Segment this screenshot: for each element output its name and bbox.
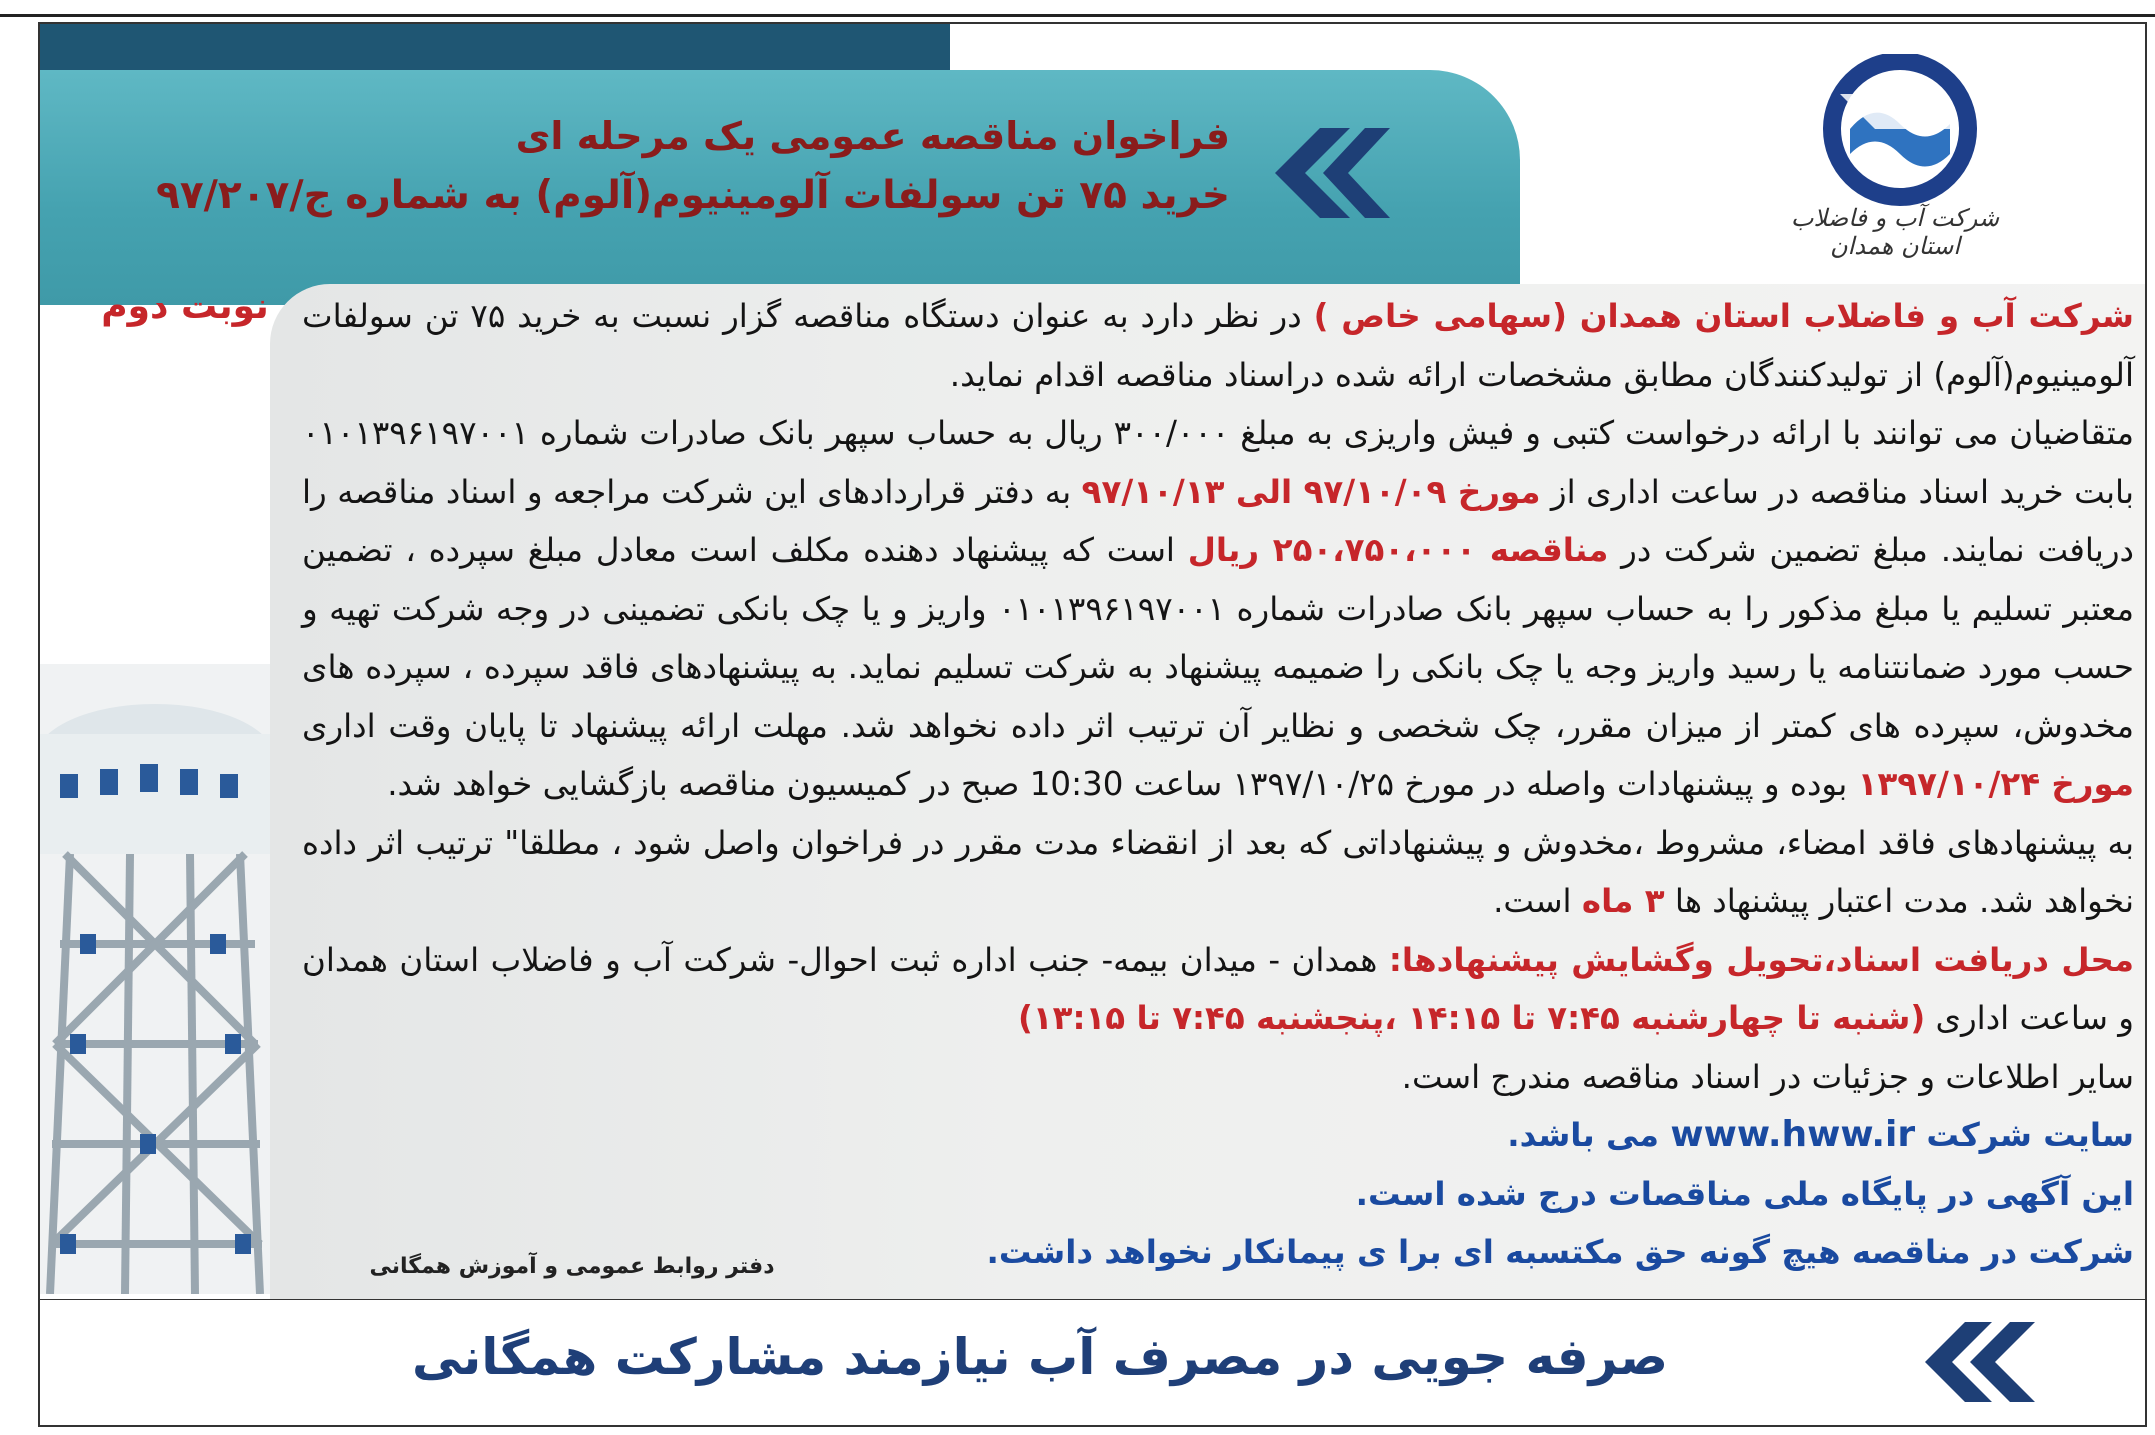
water-tower-icon — [40, 664, 270, 1294]
paragraph-2 — [302, 404, 2134, 814]
paragraph-3-text-a: به پیشنهادهای فاقد امضاء، مشروط ،مخدوش و پیشنهاداتی که بعد از انقضاء مدت مقرر در فراخوان واصل شود ، مطلقا" ترتیب اثر داده نخواهد شد. مدت اعتبار پیشنهاد ها — [302, 823, 2134, 920]
slogan-text: صرفه جویی در مصرف آب نیازمند مشارکت همگانی — [411, 1328, 1669, 1386]
paragraph-2-text-a: متقاضیان می توانند با ارائه درخواست کتبی و فیش واریزی به مبلغ ۳۰۰/۰۰۰ ریال به حساب سپهر بانک صادرات شماره ۰۱۰۱۳۹۶۱۹۷۰۰۱ بابت خرید اسناد مناقصه در ساعت اداری از — [302, 414, 2135, 511]
office-hours: (شنبه تا چهارشنبه ۷:۴۵ تا ۱۴:۱۵ ،پنجشنبه ۷:۴۵ تا ۱۳:۱۵) — [1017, 999, 1926, 1037]
tender-advertisement — [38, 22, 2147, 1301]
paragraph-5: سایر اطلاعات و جزئیات در اسناد مناقصه مندرج است. — [1401, 1057, 2134, 1096]
header-band — [40, 24, 950, 74]
paragraph-4 — [302, 931, 2134, 1048]
ad-body — [302, 287, 2134, 1282]
location-label: محل دریافت اسناد،تحویل وگشایش پیشنهادها: — [1388, 940, 2134, 979]
public-relations-note: دفتر روابط عمومی و آموزش همگانی — [369, 1254, 775, 1279]
website-link[interactable]: www.hww.ir — [1670, 1114, 1916, 1155]
validity-period: ۳ ماه — [1581, 882, 1665, 920]
paragraph-2-text-c: است که پیشنهاد دهنده مکلف است معادل مبلغ سپرده ، تضمین معتبر تسلیم یا مبلغ مذکور را به حساب سپهر بانک صادرات شماره ۰۱۰۱۳۹۶۱۹۷۰۰۱ واریز و یا چک بانکی تضمینی در وجه شرکت تهیه و حسب مورد ضمانتنامه یا رسید واریز وجه یا چک بانکی را ضمیمه پیشنهاد به شرکت تسلیم نماید. به پیشنهادهای فاقد سپرده ، سپرده های مخدوش، سپرده های کمتر از میزان مقرر، چک شخصی و نظایر آن ترتیب اثر داده نخواهد شد. مهلت ارائه پیشنهاد تا پایان وقت اداری — [302, 531, 2135, 745]
round-badge: نوبت دوم — [101, 286, 269, 327]
paragraph-1-text: در نظر دارد به عنوان دستگاه مناقصه گزار نسبت به خرید ۷۵ تن سولفات آلومینیوم(آلوم) از تولیدکنندگان مطابق مشخصات ارائه شده دراسناد مناقصه اقدام نماید. — [302, 297, 2134, 394]
logo-caption: شرکت آب و فاضلاب استان همدان — [1790, 204, 2000, 260]
paragraph-7: این آگهی در پایگاه ملی مناقصات درج شده است. — [1355, 1174, 2134, 1213]
site-suffix: می باشد. — [1507, 1116, 1671, 1154]
company-name: شرکت آب و فاضلاب استان همدان (سهامی خاص ) — [1313, 297, 2135, 335]
purchase-dates: مورخ ۹۷/۱۰/۰۹ الی ۹۷/۱۰/۱۳ — [1081, 472, 1541, 511]
paragraph-8: شرکت در مناقصه هیچ گونه حق مکتسبه ای برا ی پیمانکار نخواهد داشت. — [986, 1233, 2134, 1271]
paragraph-3 — [302, 814, 2134, 931]
ad-title — [150, 106, 1230, 226]
paragraph-2-text-b: به دفتر قراردادهای این شرکت مراجعه و اسناد مناقصه را دریافت نمایند. مبلغ تضمین شرکت در — [302, 472, 2135, 569]
paragraph-2-text-d: بوده و پیشنهادات واصله در مورخ ۱۳۹۷/۱۰/۲۵ ساعت 10:30 صبح در کمیسیون مناقصه بازگشایی خواهد شد. — [387, 765, 1858, 803]
paragraph-1 — [302, 287, 2134, 404]
paragraph-4-text: همدان - میدان بیمه- جنب اداره ثبت احوال- شرکت آب و فاضلاب استان همدان و ساعت اداری — [302, 940, 2134, 1037]
submission-deadline: مورخ ۱۳۹۷/۱۰/۲۴ — [1857, 765, 2134, 803]
top-rule — [0, 0, 2155, 17]
slogan-bar — [38, 1300, 2147, 1427]
double-chevron-icon — [1260, 128, 1390, 218]
title-line-1: فراخوان مناقصه عمومی یک مرحله ای — [515, 114, 1230, 158]
guarantee-amount: مناقصه ۲۵۰،۷۵۰،۰۰۰ ریال — [1187, 531, 1609, 569]
paragraph-6 — [302, 1106, 2134, 1165]
title-line-2: خرید ۷۵ تن سولفات آلومینیوم(آلوم) به شماره ج/۹۷/۲۰۷ — [156, 173, 1230, 218]
site-label: سایت شرکت — [1915, 1116, 2134, 1154]
paragraph-3-text-b: است. — [1493, 882, 1582, 920]
double-chevron-icon — [1910, 1322, 2035, 1402]
